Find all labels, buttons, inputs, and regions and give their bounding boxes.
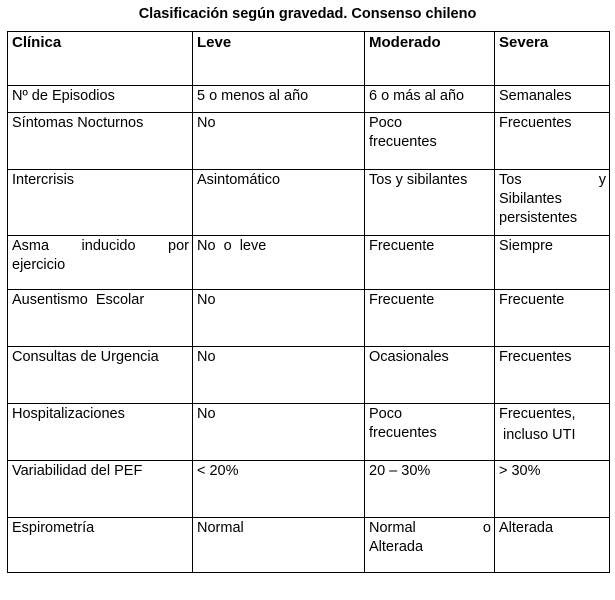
cell-moderado: 6 o más al año bbox=[365, 86, 495, 113]
header-leve: Leve bbox=[193, 32, 365, 86]
cell-moderado bbox=[365, 404, 495, 461]
cell-severa bbox=[495, 170, 610, 236]
cell-moderado: Ocasionales bbox=[365, 347, 495, 404]
cell-word: Asma bbox=[12, 238, 50, 254]
cell-leve: < 20% bbox=[193, 461, 365, 518]
cell-text: Poco frecuentes bbox=[369, 115, 437, 150]
cell-first-line bbox=[369, 519, 491, 538]
cell-severa: Frecuentes bbox=[495, 347, 610, 404]
table-row bbox=[8, 113, 610, 170]
cell-first-line bbox=[499, 171, 606, 190]
cell-leve: 5 o menos al año bbox=[193, 86, 365, 113]
table-row bbox=[8, 347, 610, 404]
cell-moderado: Tos y sibilantes bbox=[365, 170, 495, 236]
cell-clinica: Espirometría bbox=[8, 518, 193, 573]
cell-clinica: Nº de Episodios bbox=[8, 86, 193, 113]
cell-text: No o leve bbox=[197, 238, 267, 254]
cell-word: Normal bbox=[369, 520, 416, 536]
cell-severa: Semanales bbox=[495, 86, 610, 113]
cell-text: Poco frecuentes bbox=[369, 406, 437, 441]
cell-word: inducido bbox=[81, 238, 136, 254]
table-row bbox=[8, 404, 610, 461]
cell-first-line bbox=[12, 237, 189, 256]
cell-leve: No bbox=[193, 113, 365, 170]
table-row bbox=[8, 290, 610, 347]
cell-leve bbox=[193, 236, 365, 290]
cell-leve: Normal bbox=[193, 518, 365, 573]
cell-moderado: 20 – 30% bbox=[365, 461, 495, 518]
header-clinica: Clínica bbox=[8, 32, 193, 86]
cell-clinica: Síntomas Nocturnos bbox=[8, 113, 193, 170]
cell-clinica bbox=[8, 236, 193, 290]
cell-clinica: Variabilidad del PEF bbox=[8, 461, 193, 518]
cell-rest: ejercicio bbox=[12, 257, 66, 273]
table-row bbox=[8, 236, 610, 290]
cell-clinica: Consultas de Urgencia bbox=[8, 347, 193, 404]
cell-word: o bbox=[482, 520, 491, 536]
cell-word: Tos bbox=[499, 172, 522, 188]
cell-severa: > 30% bbox=[495, 461, 610, 518]
header-severa: Severa bbox=[495, 32, 610, 86]
cell-text: Ausentismo Escolar bbox=[12, 292, 145, 308]
cell-severa: Siempre bbox=[495, 236, 610, 290]
cell-leve: No bbox=[193, 347, 365, 404]
cell-moderado bbox=[365, 113, 495, 170]
cell-rest: Sibilantes persistentes bbox=[499, 191, 578, 226]
cell-line: Frecuentes, bbox=[499, 406, 576, 422]
cell-leve: Asintomático bbox=[193, 170, 365, 236]
cell-moderado bbox=[365, 518, 495, 573]
cell-leve: No bbox=[193, 404, 365, 461]
cell-word: y bbox=[598, 172, 606, 188]
cell-moderado: Frecuente bbox=[365, 236, 495, 290]
table-row bbox=[8, 461, 610, 518]
cell-word: por bbox=[168, 238, 189, 254]
cell-line: incluso UTI bbox=[503, 427, 576, 443]
table-row bbox=[8, 170, 610, 236]
cell-moderado: Frecuente bbox=[365, 290, 495, 347]
cell-leve: No bbox=[193, 290, 365, 347]
cell-severa bbox=[495, 404, 610, 461]
table-header-row bbox=[8, 32, 610, 86]
cell-severa: Frecuente bbox=[495, 290, 610, 347]
cell-severa: Frecuentes bbox=[495, 113, 610, 170]
cell-clinica bbox=[8, 290, 193, 347]
severity-classification-table bbox=[7, 31, 610, 573]
table-row bbox=[8, 518, 610, 573]
cell-clinica: Hospitalizaciones bbox=[8, 404, 193, 461]
header-moderado: Moderado bbox=[365, 32, 495, 86]
table-title: Clasificación según gravedad. Consenso chileno bbox=[138, 6, 477, 22]
table-row bbox=[8, 86, 610, 113]
cell-clinica: Intercrisis bbox=[8, 170, 193, 236]
cell-severa: Alterada bbox=[495, 518, 610, 573]
cell-rest: Alterada bbox=[369, 539, 424, 555]
